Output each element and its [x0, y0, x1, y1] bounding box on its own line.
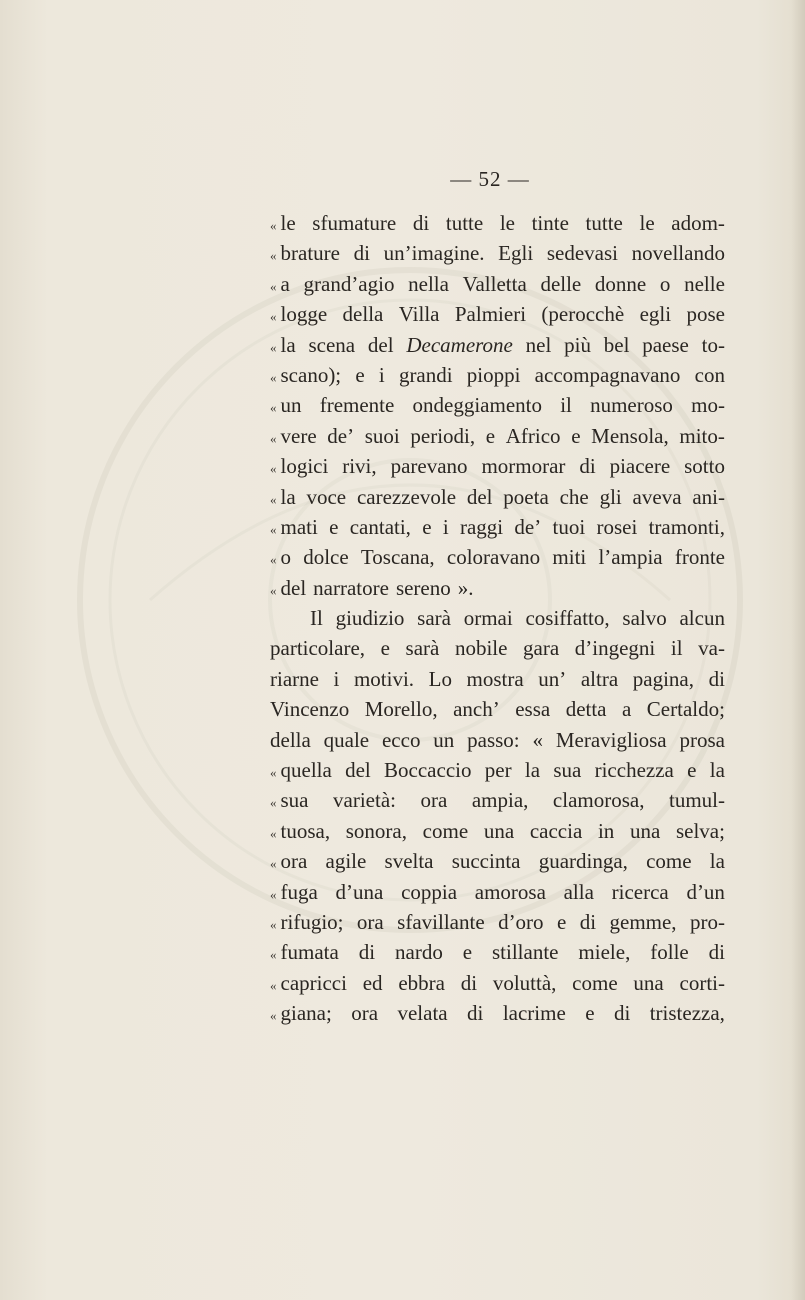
page-number: — 52 — — [450, 167, 530, 191]
text-line: « logici rivi, parevano mormorar di piacere sotto — [270, 454, 725, 479]
text-line: della quale ecco un passo: « Meravigliosa prosa — [270, 727, 725, 752]
text-line: « tuosa, sonora, come una caccia in una selva; — [270, 818, 725, 843]
text-line: « giana; ora velata di lacrime e di tristezza, — [270, 1001, 725, 1026]
text-line: « fuga d’una coppia amorosa alla ricerca d’un — [270, 879, 725, 904]
text-line: « rifugio; ora sfavillante d’oro e di gemme, pro- — [270, 909, 725, 934]
text-line: « o dolce Toscana, coloravano miti l’ampia fronte — [270, 545, 725, 570]
text-line: « logge della Villa Palmieri (perocchè egli pose — [270, 302, 725, 327]
text-line: « brature di un’imagine. Egli sedevasi novellando — [270, 241, 725, 266]
text-line: « capricci ed ebbra di voluttà, come una corti- — [270, 970, 725, 995]
text-line: riarne i motivi. Lo mostra un’ altra pagina, di — [270, 666, 725, 691]
text-line: « sua varietà: ora ampia, clamorosa, tumul- — [270, 788, 725, 813]
text-line: « mati e cantati, e i raggi de’ tuoi rosei tramonti, — [270, 514, 725, 539]
text-line: « la voce carezzevole del poeta che gli aveva ani- — [270, 484, 725, 509]
text-line: « a grand’agio nella Valletta delle donne o nelle — [270, 271, 725, 296]
text-line: « la scena del Decamerone nel più bel paese to- — [270, 332, 725, 357]
text-line: « un fremente ondeggiamento il numeroso mo- — [270, 393, 725, 418]
text-line: Vincenzo Morello, anch’ essa detta a Certaldo; — [270, 697, 725, 722]
text-line: « scano); e i grandi pioppi accompagnavano con — [270, 362, 725, 387]
text-line: « ora agile svelta succinta guardinga, come la — [270, 849, 725, 874]
text-line: « vere de’ suoi periodi, e Africo e Mensola, mito- — [270, 423, 725, 448]
text-line: particolare, e sarà nobile gara d’ingegni il va- — [270, 636, 725, 661]
text-line: « le sfumature di tutte le tinte tutte le adom- — [270, 211, 725, 235]
text-line: Il giudizio sarà ormai cosiffatto, salvo alcun — [310, 606, 725, 631]
text-line: « del narratore sereno ». — [270, 575, 474, 600]
text-line: « fumata di nardo e stillante miele, folle di — [270, 940, 725, 965]
text-line: « quella del Boccaccio per la sua ricchezza e la — [270, 758, 725, 783]
body-text — [270, 208, 725, 1029]
page-edge-shadow — [791, 0, 805, 1300]
